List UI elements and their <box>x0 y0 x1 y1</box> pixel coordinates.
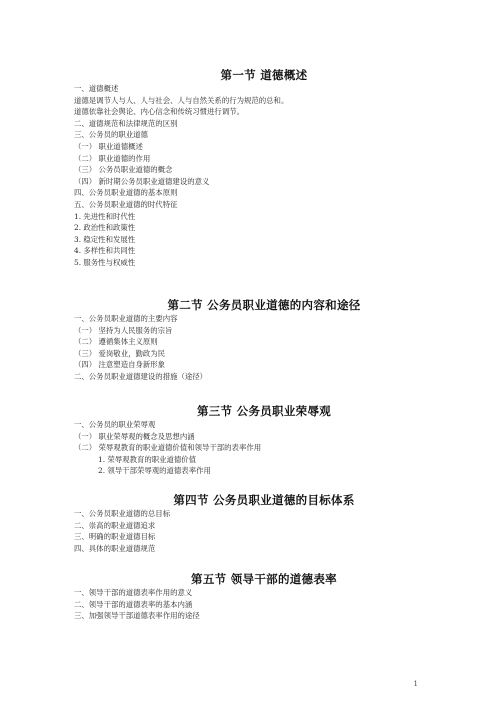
body-line: 一、道德概述 <box>74 84 119 93</box>
body-line: 4. 多样性和共同性 <box>74 246 136 256</box>
sub-line: 1. 荣辱观教育的职业道德价值 <box>98 454 197 464</box>
section-5 <box>74 571 454 622</box>
body-line: （四） 新时期公务员职业道德建设的意义 <box>74 176 210 186</box>
body-line: 三、加强领导干部道德表率作用的途径 <box>74 611 200 621</box>
body-line: 道德是调节人与人、人与社会、人与自然关系的行为规范的总和。 <box>74 95 289 105</box>
body-line: 三、明确的职业道德目标 <box>74 532 156 542</box>
body-line: （二） 职业道德的作用 <box>74 153 151 163</box>
body-line: 1. 先进性和时代性 <box>74 211 136 221</box>
body-line: （一） 职业道德概述 <box>74 141 143 151</box>
body-line: 一、领导干部的道德表率作用的意义 <box>74 588 193 597</box>
body-line: 5. 服务性与权威性 <box>74 257 136 267</box>
body-line: 三、公务员的职业道德 <box>74 130 148 140</box>
body-line: 3. 稳定性和发展性 <box>74 234 136 244</box>
body-line: 二、公务员职业道德建设的措施（途径） <box>74 371 208 381</box>
body-line: （四） 注意塑造自身新形象 <box>74 360 166 370</box>
section-heading: 第四节 公务员职业道德的目标体系 <box>173 493 355 507</box>
body-line: 二、道德规范和法律规范的区别 <box>74 118 178 128</box>
body-line: （一） 职业荣辱观的概念及思想内涵 <box>74 431 195 441</box>
section-2 <box>74 297 454 383</box>
body-line: 一、公务员职业道德的总目标 <box>74 509 171 518</box>
sub-line: 2. 领导干部荣辱观的道德表率作用 <box>98 466 211 476</box>
body-line: 二、崇高的职业道德追求 <box>74 520 156 530</box>
body-line: 一、公务员职业道德的主要内容 <box>74 314 178 323</box>
body-line: 四、具体的职业道德规范 <box>74 543 156 553</box>
body-line: （二） 遵循集体主义原则 <box>74 337 158 347</box>
body-line: 一、公务员的职业荣辱观 <box>74 420 156 429</box>
section-3 <box>74 403 454 477</box>
body-line: （二） 荣辱观教育的职业道德价值和领导干部的表率作用 <box>74 443 262 453</box>
section-heading: 第二节 公务员职业道德的内容和途径 <box>167 298 361 312</box>
page-number: 1 <box>413 680 418 688</box>
section-heading: 第一节 道德概述 <box>220 68 308 82</box>
body-line: 五、公务员职业道德的时代特征 <box>74 199 178 209</box>
section-heading: 第三节 公务员职业荣辱观 <box>196 404 332 418</box>
body-line: （三） 公务员职业道德的概念 <box>74 165 173 175</box>
body-line: 道德依靠社会舆论、内心信念和传统习惯进行调节。 <box>74 107 244 117</box>
body-line: （三） 爱岗敬业，勤政为民 <box>74 348 166 358</box>
body-line: 四、公务员职业道德的基本原则 <box>74 188 178 198</box>
body-line: 2. 政治性和政策性 <box>74 223 136 233</box>
section-1 <box>74 67 454 269</box>
section-heading: 第五节 领导干部的道德表率 <box>191 572 337 586</box>
body-line: 二、领导干部的道德表率的基本内涵 <box>74 599 193 609</box>
body-line: （一） 坚持为人民服务的宗旨 <box>74 325 173 335</box>
section-4 <box>74 492 454 554</box>
